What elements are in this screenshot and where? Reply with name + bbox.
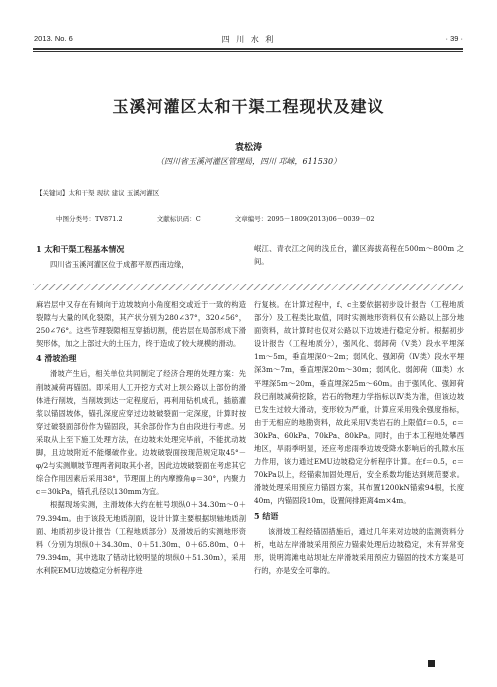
left-para-1: 麻岩层中又存在有倾向于边坡坡向小角度相交或近于一致的构造裂隙与大量的风化裂隙，其产状分别为280∠37°，320∠56°，250∠76°。这些节理裂隙相互穿插切割，使岩层在局部形成下滑契形体，加之上部过大的土压力，终于造成了较大规模的滑动。 <box>36 300 246 349</box>
right-para-1: 行复核。在计算过程中，f、c主要依据初步设计报告（工程地质部分）及工程类比取值，同时实测地形资料仅有公路以上部分地面资料，故计算时也仅对公路以下边坡进行稳定分析。根据初步设计报告（工程地质分），强风化、弱卸荷（V类）段水平埋深1m～5m，垂直埋深0～2m；弱风化、强卸荷（Ⅳ类）段水平埋深3m～7m，垂直埋深20m～30m；弱风化、弱卸荷（Ⅲ类）水平埋深5m～20m，垂直埋深25m～60m。由于强风化、强卸荷段已削坡减荷挖除，岩石的物理力学指标以Ⅳ类为准，但该边坡已发生过较大滑动，变形较为严重，计算应采用残余强度指标，由于无相应的地勘资料，故此采用Ⅴ类岩石的上限值f＝0.5，c＝30kPa、60kPa、70kPa、80kPa。同时，由于本工程地处攀西地区，旱雨季明显，还应考虑雨季边坡受降水影响后的孔隙水压力作用，该力通过EMU边坡稳定分析程序计算。在f＝0.5，c＝70kPa以上，经锚索加固处理后，安全系数均能达到规范要求。滑坡处理采用预应力锚固方案，其布置1200kN锚索94根，长度40m，内锚固段10m，设置间排距离4m×4m。 <box>254 300 464 506</box>
left-para-2: 滑坡产生后，相关单位共同制定了经济合理的处理方案：先削坡减荷再锚固。即采用人工开挖方式对上坝公路以上部份的滑体进行削坡，当削坡到达一定程度后，再利用钻机成孔，插筋灌浆以锚固坡体，锚孔深度应穿过边坡破裂面一定深度，计算时按穿过破裂面部份作为锚固段，其余部份作为自由段进行考虑。另采取从上至下施工处理方法，在边坡未处理完毕前，不能扰动坡脚，且边坡附近不能爆破作业。边坡破裂面按现范规定取45°－φ/2与实测顺坡节理两者间取其小者，因此边坡破裂面在考虑其它综合作用因素后采用38°，节理面上的内摩擦角φ＝30°，内聚力c＝30kPa，锚孔孔径以130mm为宜。 <box>36 369 246 497</box>
section-5-heading: 5 结语 <box>254 510 279 521</box>
left-column <box>36 298 246 577</box>
article-meta <box>56 214 476 223</box>
section-1-left-text <box>36 258 246 271</box>
article-author: 袁松涛 <box>234 143 262 153</box>
keywords: 【关键词】太和干渠 现状 建议 玉溪河灌区 <box>36 189 160 197</box>
section-4-heading: 4 滑坡治理 <box>36 353 77 364</box>
section-1-right-para: 岷江、青衣江之间的浅丘台，灌区海拔高程在500m～800m 之间。 <box>254 244 464 267</box>
author-affiliation: （四川省玉溪河灌区管理局，四川 邛崃，611530） <box>155 157 342 166</box>
article-number: 文章编号：2095－1809(2013)06－0039－02 <box>234 215 375 223</box>
document-code: 文献标识码：C <box>156 215 201 223</box>
right-para-2: 该滑坡工程经锚固措施后，通过几年来对边坡的监测资料分析，电站左岸滑坡采用预应力锚索处理后边坡稳定，未有异常变形，说明湾滩电站坝址左岸滑坡采用预应力锚固的技术方案是可行的，亦是安全可靠的。 <box>254 526 464 575</box>
journal-name: 四 川 水 利 <box>221 35 276 44</box>
page-number: · 39 · <box>445 34 463 43</box>
header-rule <box>33 48 463 50</box>
column-separator-band <box>33 284 463 290</box>
section-1-heading: 1 太和干渠工程基本情况 <box>36 244 125 254</box>
article-title: 玉溪河灌区太和干渠工程现状及建议 <box>112 97 385 116</box>
end-mark-square <box>428 660 435 667</box>
header-rule-thin <box>33 51 463 52</box>
section-1-right-text <box>254 242 464 268</box>
right-column <box>254 298 464 577</box>
section-1-left-para: 四川省玉溪河灌区位于成都平原西南边缘， <box>50 260 189 269</box>
clc-number: 中图分类号：TV871.2 <box>56 215 123 223</box>
left-para-3: 根据现场实测，主滑坡体大约在桩号坝纵0＋34.30m～0＋79.394m。由于该段无地质剖面，设计计算主要根据坝轴地质剖面、地质初步设计报告（工程地质部分）及滑坡后的实测地形资料（分别为坝纵0＋34.30m、0＋51.30m、0＋65.80m、0＋79.394m，其中选取了错动比较明显的坝纵0＋51.30m），采用水利院EMU边坡稳定分析程序进 <box>36 500 246 575</box>
issue-number: 2013. No. 6 <box>34 34 73 43</box>
